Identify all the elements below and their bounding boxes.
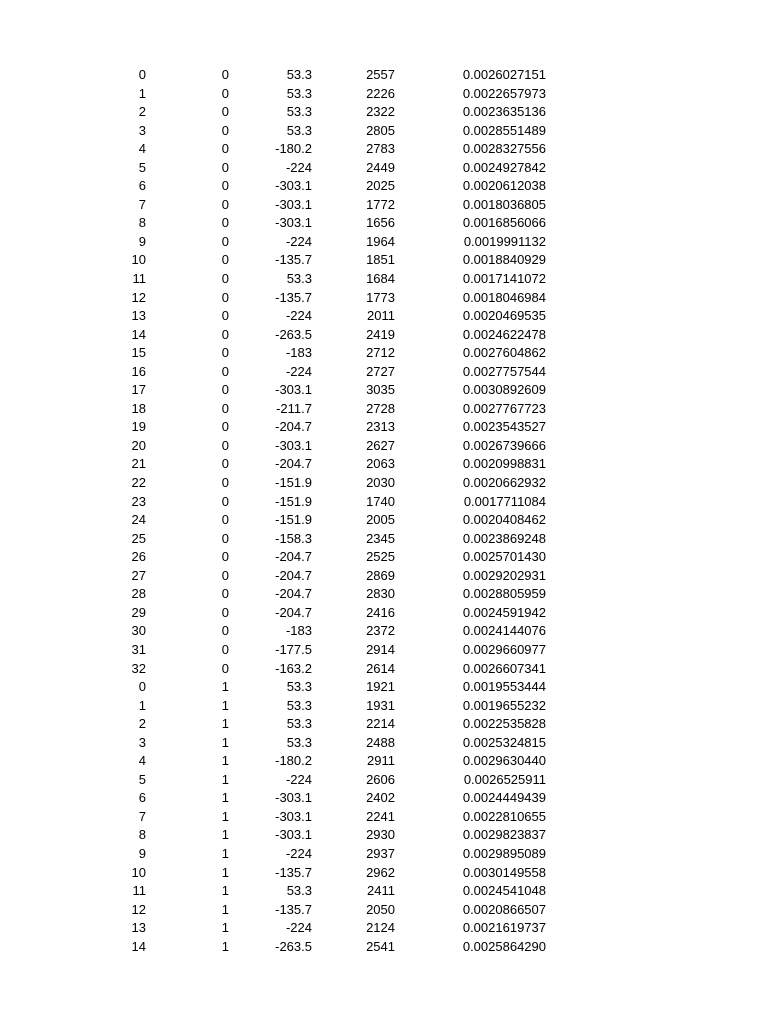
table-cell: 0.0020866507 [462, 901, 546, 917]
table-cell: -158.3 [275, 530, 312, 546]
table-cell: -151.9 [275, 475, 312, 491]
table-cell: 0.0028805959 [462, 586, 546, 602]
table-cell: 0 [221, 271, 229, 287]
table-cell: -224 [285, 363, 312, 379]
table-cell: -224 [285, 308, 312, 324]
table-cell: 3035 [366, 382, 395, 398]
table-row [0, 437, 768, 456]
table-cell: 24 [131, 512, 146, 528]
table-cell: 0.0023543527 [462, 419, 546, 435]
table-cell: 0.0024541048 [462, 883, 546, 899]
table-cell: 0 [221, 475, 229, 491]
table-cell: 3 [138, 122, 146, 138]
table-cell: 0 [221, 437, 229, 453]
table-row [0, 789, 768, 808]
table-cell: 1 [138, 697, 146, 713]
table-row [0, 214, 768, 233]
table-row [0, 493, 768, 512]
table-cell: 2627 [366, 437, 395, 453]
table-cell: 31 [131, 641, 146, 657]
table-cell: 2937 [366, 845, 395, 861]
table-cell: 0 [221, 215, 229, 231]
table-cell: 1 [221, 790, 229, 806]
table-cell: 0.0026607341 [462, 660, 546, 676]
table-cell: 1740 [366, 493, 395, 509]
table-cell: 0 [221, 141, 229, 157]
table-cell: 0 [221, 159, 229, 175]
table-cell: 0 [221, 586, 229, 602]
table-cell: 0.0020469535 [462, 308, 546, 324]
table-cell: 2050 [366, 901, 395, 917]
table-cell: 0 [221, 233, 229, 249]
table-row [0, 567, 768, 586]
table-cell: 19 [131, 419, 146, 435]
table-cell: 0.0029895089 [462, 845, 546, 861]
table-cell: -224 [285, 920, 312, 936]
table-cell: 0.0019553444 [462, 679, 546, 695]
table-cell: 1 [221, 864, 229, 880]
table-cell: 0.0019991132 [463, 233, 546, 249]
table-cell: 1 [221, 679, 229, 695]
table-cell: 6 [138, 178, 146, 194]
table-cell: 32 [131, 660, 146, 676]
table-cell: -204.7 [275, 456, 312, 472]
table-cell: 53.3 [286, 697, 312, 713]
table-cell: -224 [285, 771, 312, 787]
table-cell: 0.0029660977 [462, 641, 546, 657]
table-cell: 2712 [366, 345, 395, 361]
table-cell: 53.3 [286, 716, 312, 732]
table-cell: 2241 [366, 808, 395, 824]
table-cell: -204.7 [275, 549, 312, 565]
table-cell: 53.3 [286, 883, 312, 899]
table-cell: 16 [131, 363, 146, 379]
table-cell: -303.1 [275, 827, 312, 843]
table-cell: 53.3 [286, 734, 312, 750]
table-cell: 0 [221, 104, 229, 120]
table-cell: 10 [131, 252, 146, 268]
table-cell: -183 [285, 345, 312, 361]
table-row [0, 381, 768, 400]
table-cell: 0.0017711084 [463, 493, 546, 509]
table-cell: 30 [131, 623, 146, 639]
table-cell: 0 [221, 67, 229, 82]
table-cell: -263.5 [275, 326, 312, 342]
table-cell: 0.0020408462 [462, 512, 546, 528]
table-cell: 1 [221, 808, 229, 824]
table-cell: 1 [221, 734, 229, 750]
table-cell: 0 [138, 679, 146, 695]
table-cell: 0.0024144076 [462, 623, 546, 639]
table-row [0, 697, 768, 716]
table-cell: 0.0020998831 [462, 456, 546, 472]
table-cell: 0 [221, 623, 229, 639]
table-cell: -303.1 [275, 437, 312, 453]
table-row [0, 641, 768, 660]
table-cell: -151.9 [275, 493, 312, 509]
table-cell: 12 [131, 289, 146, 305]
table-row [0, 418, 768, 437]
table-cell: 0.0019655232 [462, 697, 546, 713]
table-cell: 2 [138, 716, 146, 732]
table-cell: 0 [221, 530, 229, 546]
table-cell: 13 [131, 920, 146, 936]
table-row [0, 604, 768, 623]
table-row [0, 548, 768, 567]
table-cell: 1921 [366, 679, 395, 695]
table-cell: 0.0017141072 [462, 271, 546, 287]
table-cell: 53.3 [286, 85, 312, 101]
table-cell: -303.1 [275, 215, 312, 231]
table-cell: 11 [132, 271, 146, 287]
table-cell: 7 [138, 196, 146, 212]
table-cell: 0.0025864290 [462, 938, 546, 954]
table-cell: 10 [131, 864, 146, 880]
table-cell: 4 [138, 753, 146, 769]
table-cell: -163.2 [275, 660, 312, 676]
table-cell: 2541 [366, 938, 395, 954]
table-cell: 2783 [366, 141, 395, 157]
table-cell: 27 [131, 567, 146, 583]
table-cell: 2322 [366, 104, 395, 120]
table-cell: 2869 [366, 567, 395, 583]
table-cell: 15 [131, 345, 146, 361]
table-cell: 0.0020662932 [462, 475, 546, 491]
table-cell: 2525 [366, 549, 395, 565]
table-row [0, 196, 768, 215]
table-cell: 1 [221, 938, 229, 954]
table-cell: 2962 [366, 864, 395, 880]
table-cell: -204.7 [275, 567, 312, 583]
table-cell: 4 [138, 141, 146, 157]
table-cell: 0.0025701430 [462, 549, 546, 565]
table-cell: 0.0024591942 [462, 604, 546, 620]
table-cell: 2911 [367, 753, 395, 769]
table-cell: 2011 [367, 308, 395, 324]
table-row [0, 808, 768, 827]
table-cell: 0 [221, 85, 229, 101]
table-cell: 2411 [367, 883, 395, 899]
table-cell: -135.7 [275, 252, 312, 268]
table-cell: 0.0020612038 [462, 178, 546, 194]
table-row [0, 233, 768, 252]
table-cell: 2226 [366, 85, 395, 101]
table-row [0, 715, 768, 734]
table-row [0, 734, 768, 753]
table-row [0, 901, 768, 920]
table-cell: 2214 [366, 716, 395, 732]
table-cell: 3 [138, 734, 146, 750]
table-cell: 0.0024622478 [462, 326, 546, 342]
table-cell: 5 [138, 771, 146, 787]
table-cell: 1684 [366, 271, 395, 287]
table-cell: 2025 [366, 178, 395, 194]
table-row [0, 882, 768, 901]
table-cell: 0 [221, 549, 229, 565]
table-cell: 0.0018840929 [462, 252, 546, 268]
table-cell: 53.3 [286, 67, 312, 82]
table-cell: 1773 [366, 289, 395, 305]
table-cell: 17 [131, 382, 146, 398]
table-row [0, 400, 768, 419]
table-row [0, 919, 768, 938]
table-cell: 0.0022810655 [462, 808, 546, 824]
table-cell: -303.1 [275, 808, 312, 824]
table-cell: 0.0022657973 [462, 85, 546, 101]
table-cell: 29 [131, 604, 146, 620]
table-cell: 0.0022535828 [462, 716, 546, 732]
table-cell: 2063 [366, 456, 395, 472]
table-cell: 0 [221, 400, 229, 416]
table-cell: 9 [138, 233, 146, 249]
table-cell: 9 [138, 845, 146, 861]
table-cell: 1 [221, 845, 229, 861]
table-cell: 1 [221, 827, 229, 843]
table-cell: 1656 [366, 215, 395, 231]
table-cell: -303.1 [275, 382, 312, 398]
table-cell: 8 [138, 827, 146, 843]
table-cell: 1931 [366, 697, 395, 713]
table-cell: -303.1 [275, 790, 312, 806]
table-cell: 1851 [366, 252, 395, 268]
table-cell: 0.0029823837 [462, 827, 546, 843]
table-cell: 2419 [366, 326, 395, 342]
table-cell: 2372 [366, 623, 395, 639]
table-row [0, 251, 768, 270]
table-cell: 2313 [366, 419, 395, 435]
table-cell: 0 [221, 567, 229, 583]
table-row [0, 622, 768, 641]
table-cell: 0.0018036805 [462, 196, 546, 212]
table-cell: 0.0023869248 [462, 530, 546, 546]
table-cell: 1 [221, 753, 229, 769]
table-cell: 0.0027604862 [462, 345, 546, 361]
table-cell: 21 [131, 456, 146, 472]
table-cell: 18 [131, 400, 146, 416]
table-cell: -135.7 [275, 289, 312, 305]
table-cell: 53.3 [286, 104, 312, 120]
table-row [0, 511, 768, 530]
table-cell: 2416 [366, 604, 395, 620]
table-cell: -204.7 [275, 604, 312, 620]
table-cell: 28 [131, 586, 146, 602]
table-cell: 8 [138, 215, 146, 231]
table-cell: 0 [221, 641, 229, 657]
table-cell: -204.7 [275, 586, 312, 602]
table-cell: 2728 [366, 400, 395, 416]
table-cell: 0.0030892609 [462, 382, 546, 398]
table-cell: 2345 [366, 530, 395, 546]
table-cell: 0.0026739666 [462, 437, 546, 453]
table-cell: 2930 [366, 827, 395, 843]
table-row [0, 363, 768, 382]
table-cell: -263.5 [275, 938, 312, 954]
table-cell: 2 [138, 104, 146, 120]
table-cell: 5 [138, 159, 146, 175]
table-cell: 1 [221, 771, 229, 787]
table-cell: 12 [131, 901, 146, 917]
table-cell: 2606 [366, 771, 395, 787]
table-cell: 0 [221, 512, 229, 528]
table-cell: 2727 [366, 363, 395, 379]
table-cell: 0 [221, 308, 229, 324]
table-cell: -224 [285, 845, 312, 861]
table-cell: 2449 [366, 159, 395, 175]
table-row [0, 140, 768, 159]
table-cell: 1 [221, 716, 229, 732]
table-cell: 0.0026027151 [462, 67, 546, 82]
table-cell: 14 [131, 326, 146, 342]
table-cell: 0.0025324815 [462, 734, 546, 750]
table-cell: 0.0026525911 [463, 771, 546, 787]
table-cell: 0.0029630440 [462, 753, 546, 769]
table-row [0, 752, 768, 771]
table-cell: 1 [221, 901, 229, 917]
table-cell: -135.7 [275, 864, 312, 880]
table-cell: 0.0030149558 [462, 864, 546, 880]
table-cell: 0.0023635136 [462, 104, 546, 120]
table-cell: 6 [138, 790, 146, 806]
table-cell: 23 [131, 493, 146, 509]
table-row [0, 585, 768, 604]
table-cell: -204.7 [275, 419, 312, 435]
table-row [0, 85, 768, 104]
table-cell: 2124 [366, 920, 395, 936]
table-row [0, 678, 768, 697]
table-row [0, 864, 768, 883]
table-cell: 53.3 [286, 122, 312, 138]
table-cell: 1 [221, 920, 229, 936]
table-cell: 0.0024927842 [462, 159, 546, 175]
table-cell: 0.0029202931 [462, 567, 546, 583]
table-cell: 1 [221, 883, 229, 899]
table-cell: 14 [131, 938, 146, 954]
table-cell: 0 [221, 493, 229, 509]
table-cell: 0.0016856066 [462, 215, 546, 231]
table-row [0, 474, 768, 493]
table-cell: 0 [221, 382, 229, 398]
table-cell: 2914 [366, 641, 395, 657]
table-cell: -303.1 [275, 196, 312, 212]
table-cell: 0.0028327556 [462, 141, 546, 157]
table-cell: 2488 [366, 734, 395, 750]
table-cell: 1772 [366, 196, 395, 212]
table-row [0, 938, 768, 957]
table-cell: 2805 [366, 122, 395, 138]
table-cell: -151.9 [275, 512, 312, 528]
table-cell: 0.0027767723 [462, 400, 546, 416]
table-cell: 2030 [366, 475, 395, 491]
table-row [0, 455, 768, 474]
table-cell: 2557 [366, 67, 395, 82]
table-cell: 53.3 [286, 679, 312, 695]
table-cell: -224 [285, 159, 312, 175]
table-row [0, 66, 768, 85]
table-cell: 25 [131, 530, 146, 546]
table-cell: 53.3 [286, 271, 312, 287]
table-row [0, 103, 768, 122]
table-row [0, 289, 768, 308]
table-cell: 0.0018046984 [462, 289, 546, 305]
table-cell: -135.7 [275, 901, 312, 917]
table-cell: -180.2 [275, 141, 312, 157]
table-cell: 0 [221, 196, 229, 212]
table-cell: 2614 [366, 660, 395, 676]
table-cell: -180.2 [275, 753, 312, 769]
table-cell: 0 [221, 289, 229, 305]
table-row [0, 771, 768, 790]
table-cell: 0.0021619737 [462, 920, 546, 936]
table-row [0, 530, 768, 549]
table-cell: 0 [221, 363, 229, 379]
table-cell: 0.0027757544 [462, 363, 546, 379]
table-cell: -183 [285, 623, 312, 639]
table-cell: 0 [221, 345, 229, 361]
table-cell: -177.5 [275, 641, 312, 657]
table-cell: 13 [131, 308, 146, 324]
table-cell: 0 [221, 604, 229, 620]
table-row [0, 344, 768, 363]
table-cell: 1 [221, 697, 229, 713]
table-cell: -211.7 [276, 400, 312, 416]
table-cell: 0 [221, 456, 229, 472]
table-row [0, 845, 768, 864]
table-cell: 0 [221, 178, 229, 194]
table-cell: 2005 [366, 512, 395, 528]
table-cell: 11 [132, 883, 146, 899]
table-cell: 1964 [366, 233, 395, 249]
data-table [0, 66, 768, 956]
table-row [0, 326, 768, 345]
table-cell: 2830 [366, 586, 395, 602]
table-cell: 2402 [366, 790, 395, 806]
table-cell: 7 [138, 808, 146, 824]
table-cell: 0 [221, 252, 229, 268]
table-cell: 20 [131, 437, 146, 453]
table-cell: 0 [138, 67, 146, 82]
table-row [0, 307, 768, 326]
table-row [0, 270, 768, 289]
table-cell: 0 [221, 326, 229, 342]
table-cell: 0 [221, 419, 229, 435]
table-cell: -303.1 [275, 178, 312, 194]
table-cell: 22 [131, 475, 146, 491]
table-cell: 0 [221, 122, 229, 138]
table-row [0, 122, 768, 141]
table-cell: -224 [285, 233, 312, 249]
table-cell: 26 [131, 549, 146, 565]
table-row [0, 159, 768, 178]
table-row [0, 660, 768, 679]
table-cell: 0.0028551489 [462, 122, 546, 138]
table-cell: 0.0024449439 [462, 790, 546, 806]
table-cell: 1 [138, 85, 146, 101]
table-row [0, 177, 768, 196]
table-row [0, 826, 768, 845]
table-cell: 0 [221, 660, 229, 676]
